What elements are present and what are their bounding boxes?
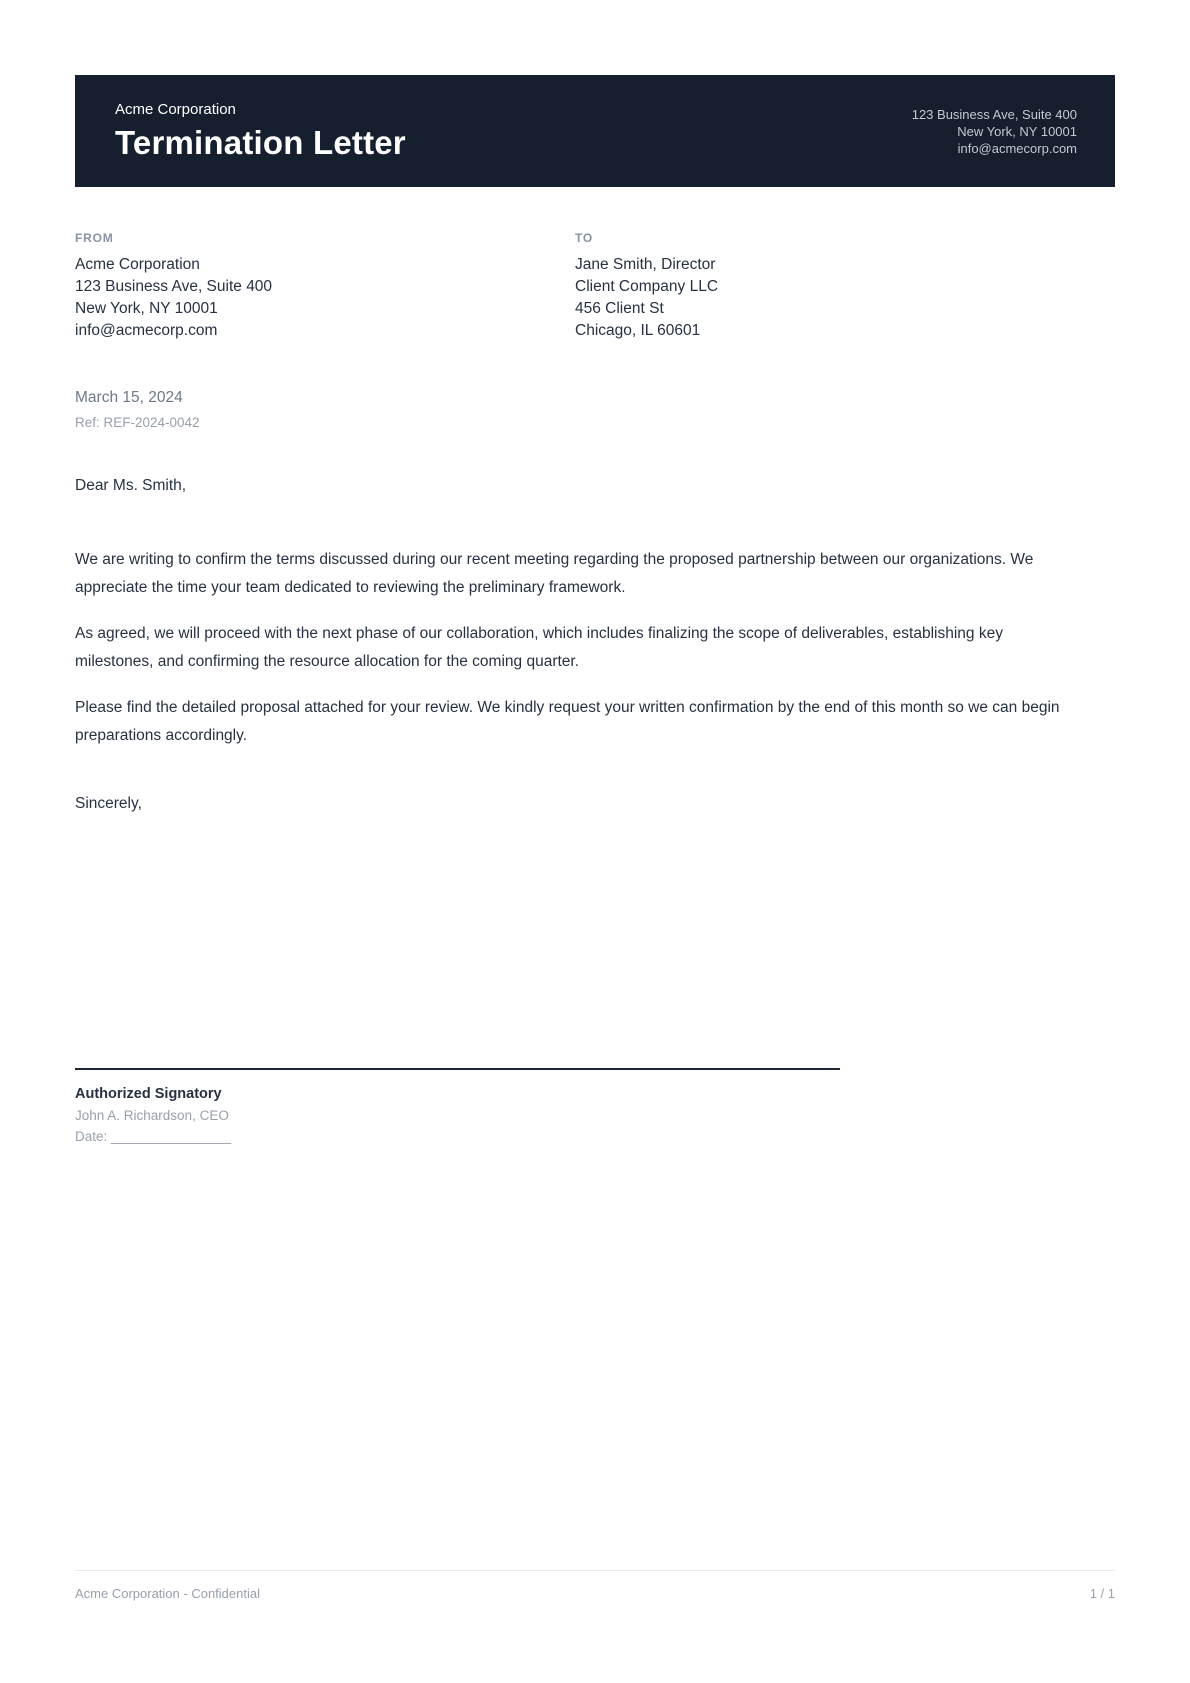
- signatory-title: Authorized Signatory: [75, 1086, 222, 1102]
- letterhead-address-line: New York, NY 10001: [957, 123, 1077, 139]
- to-line: 456 Client St: [575, 300, 664, 317]
- to-line: Client Company LLC: [575, 278, 719, 295]
- letterhead-address-line: 123 Business Ave, Suite 400: [911, 106, 1077, 122]
- signature-date-line: Date: ________________: [75, 1129, 232, 1144]
- letterhead-address: [912, 106, 1077, 157]
- from-line: New York, NY 10001: [75, 300, 218, 317]
- company-name: Acme Corporation: [115, 100, 236, 118]
- page-number: 1 / 1: [1089, 1586, 1115, 1601]
- body-paragraph: Please find the detailed proposal attached for your review. We kindly request your written confirmation by the end of this month so we can begin preparations accordingly.: [75, 699, 1060, 744]
- to-label: TO: [575, 231, 594, 245]
- from-line: 123 Business Ave, Suite 400: [75, 278, 273, 295]
- parties-section: [75, 231, 1115, 342]
- letterhead: [75, 75, 1115, 187]
- closing: Sincerely,: [75, 795, 142, 812]
- letter-title: Termination Letter: [115, 123, 406, 161]
- from-line: Acme Corporation: [75, 256, 200, 273]
- signature-line: [75, 1068, 840, 1070]
- footer-confidential: Acme Corporation - Confidential: [75, 1586, 260, 1601]
- body-paragraph: As agreed, we will proceed with the next phase of our collaboration, which includes finalizing the scope of deliverables, establishing key milestones, and confirming the resource allocation for the coming quarter.: [75, 625, 1003, 670]
- to-block: [575, 231, 1115, 342]
- signatory-name: John A. Richardson, CEO: [75, 1108, 229, 1123]
- letter-date: March 15, 2024: [75, 389, 183, 406]
- signature-block: [75, 1068, 1115, 1146]
- from-block: [75, 231, 575, 342]
- from-label: FROM: [75, 231, 114, 245]
- letter-ref: Ref: REF-2024-0042: [75, 415, 200, 430]
- body-paragraph: We are writing to confirm the terms discussed during our recent meeting regarding the proposed partnership between our organizations. We appreciate the time your team dedicated to reviewing the preliminary framework.: [75, 551, 1034, 596]
- to-line: Chicago, IL 60601: [575, 322, 701, 339]
- letterhead-address-line: info@acmecorp.com: [957, 140, 1077, 156]
- salutation: Dear Ms. Smith,: [75, 477, 187, 494]
- letterhead-left: [115, 101, 406, 161]
- meta-section: [75, 388, 1115, 432]
- page-footer: [75, 1570, 1115, 1601]
- to-line: Jane Smith, Director: [575, 256, 716, 273]
- from-line: info@acmecorp.com: [75, 322, 218, 339]
